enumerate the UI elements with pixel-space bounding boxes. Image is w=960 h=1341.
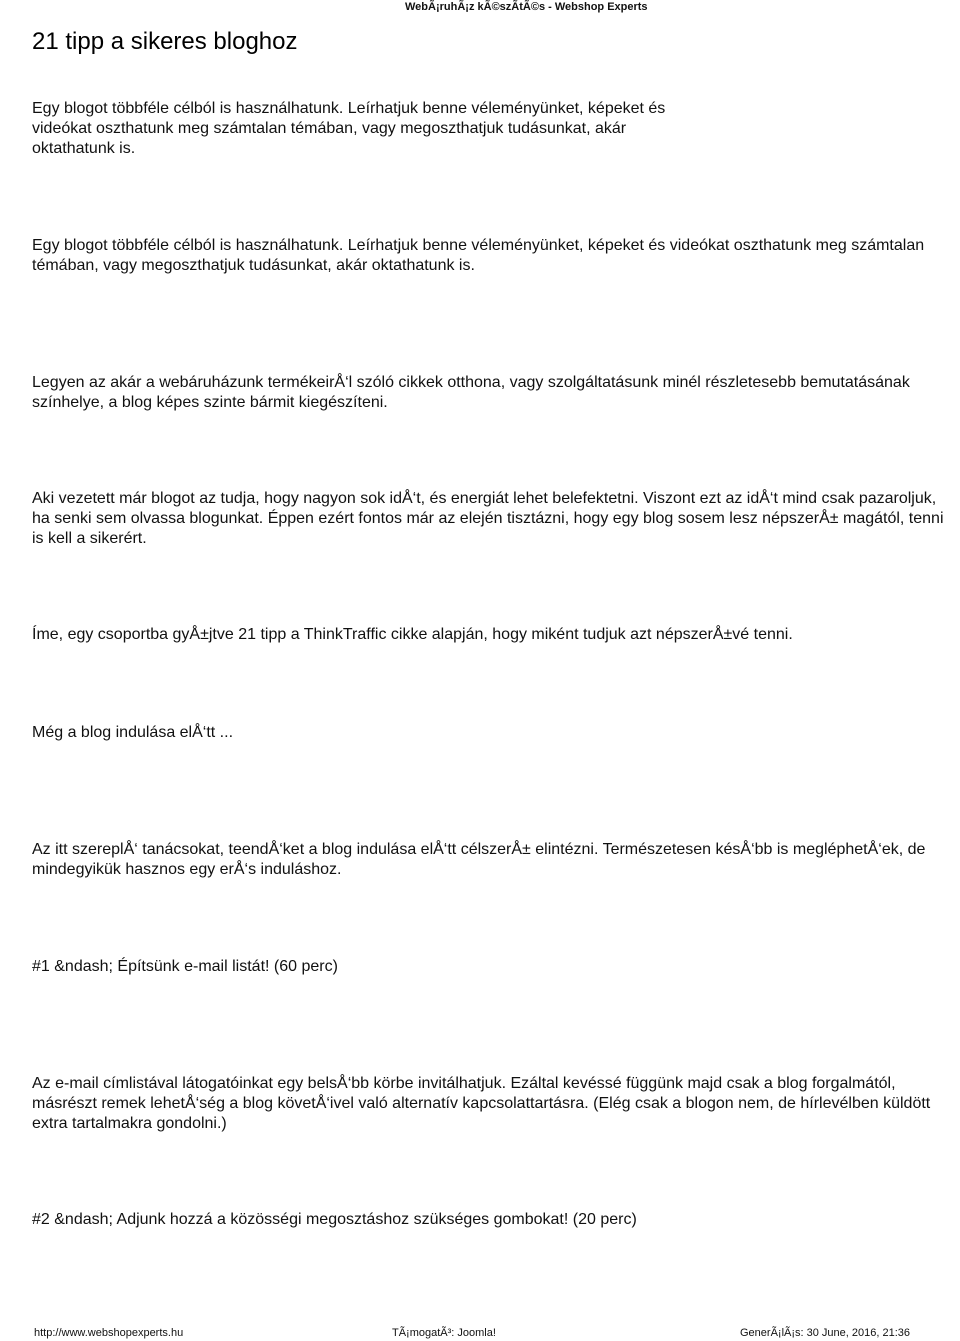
article-paragraph: Egy blogot többféle célból is használhatunk. Leírhatjuk benne véleményünket, képeket és videókat oszthatunk meg számtalan témában, vagy megoszthatjuk tudásunkat, akár oktathatunk is. <box>32 237 925 274</box>
footer-powered-by: TÃ¡mogatÃ³: Joomla! <box>392 1327 496 1339</box>
article-paragraph: Az itt szereplÅ‘ tanácsokat, teendÅ‘ket a blog indulása elÅ‘tt célszerÅ± elintézni. Természetesen késÅ‘bb is megléphetÅ‘ek, de mindegyikük hasznos egy erÅ‘s induláshoz. <box>32 841 926 878</box>
article-paragraph: Az e-mail címlistával látogatóinkat egy belsÅ‘bb körbe invitálhatjuk. Ezáltal kevéssé függünk majd csak a blog forgalmától, másrészt remek lehetÅ‘ség a blog követÅ‘ivel való alternatív kapcsolattartásra. (Elég csak a blogon nem, de hírlevélben küldött extra tartalmakra gondolni.) <box>32 1075 931 1132</box>
article-paragraph: Íme, egy csoportba gyÅ±jtve 21 tipp a ThinkTraffic cikke alapján, hogy miként tudjuk azt népszerÅ±vé tenni. <box>32 626 793 643</box>
footer-generated-date: GenerÃ¡lÃ¡s: 30 June, 2016, 21:36 <box>740 1327 910 1339</box>
intro-paragraph: Egy blogot többféle célból is használhatunk. Leírhatjuk benne véleményünket, képeket és videókat oszthatunk meg számtalan témában, vagy megoszthatjuk tudásunkat, akár oktathatunk is. <box>32 100 666 157</box>
tip-heading: #1 &ndash; Építsünk e-mail listát! (60 perc) <box>32 958 338 975</box>
article-paragraph: Legyen az akár a webáruházunk termékeirÅ‘l szóló cikkek otthona, vagy szolgáltatásunk minél részletesebb bemutatásának színhelye, a blog képes szinte bármit kiegészíteni. <box>32 374 910 411</box>
tip-heading: #2 &ndash; Adjunk hozzá a közösségi megosztáshoz szükséges gombokat! (20 perc) <box>32 1211 637 1228</box>
site-title-header: WebÃ¡ruhÃ¡z kÃ©szÃtÃ©s - Webshop Experts <box>405 1 648 13</box>
footer-url-link[interactable]: http://www.webshopexperts.hu <box>34 1327 184 1339</box>
section-heading: Még a blog indulása elÅ‘tt ... <box>32 724 234 741</box>
page-title: 21 tipp a sikeres bloghoz <box>32 28 298 55</box>
article-paragraph: Aki vezetett már blogot az tudja, hogy nagyon sok idÅ‘t, és energiát lehet belefektetni. Viszont ezt az idÅ‘t mind csak pazaroljuk, ha senki sem olvassa blogunkat. Éppen ezért fontos már az elején tisztázni, hogy egy blog sosem lesz népszerÅ± magától, tenni is kell a sikerért. <box>32 490 944 547</box>
